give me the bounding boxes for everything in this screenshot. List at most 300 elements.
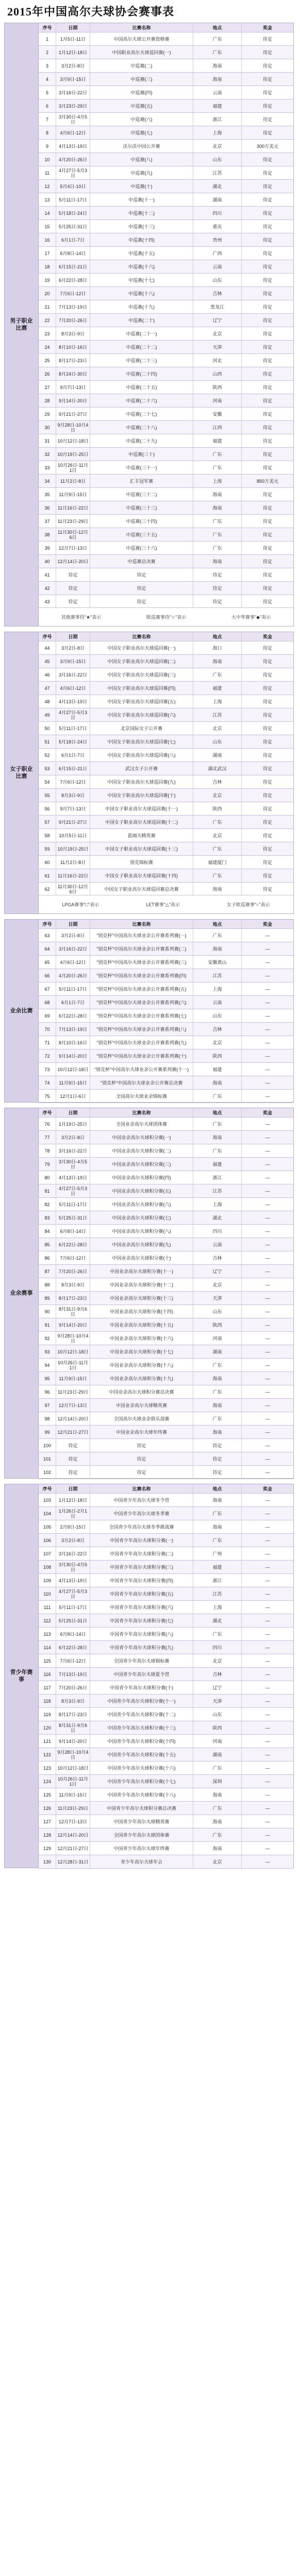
- cell-place: 陕西: [193, 381, 242, 394]
- cell-name: 全国高尔夫球业余锦标赛: [90, 1090, 193, 1103]
- cell-place: 浙江: [193, 1171, 242, 1184]
- cell-date: 8月10日-16日: [56, 1036, 90, 1049]
- cell-name: 中国女子职业高尔夫球巡回赛(一): [90, 641, 193, 654]
- table-row: [39, 1359, 293, 1372]
- cell-prize: 待定: [262, 792, 272, 798]
- header-place: 地点: [193, 23, 242, 32]
- cell-name: 中巡赛(三十五): [90, 528, 193, 541]
- cell-place: 上海: [193, 982, 242, 995]
- table-row: [39, 394, 293, 408]
- cell-prize: —: [265, 1671, 270, 1677]
- cell-place: 广东: [193, 448, 242, 461]
- cell-place: 贵州: [193, 233, 242, 246]
- cell-place: 广东: [193, 541, 242, 554]
- cell-prize: —: [265, 933, 270, 938]
- cell-date: 4月27日-5月3日: [56, 1587, 90, 1600]
- cell-place: 湖南: [193, 193, 242, 206]
- cell-name: 中国业余高尔夫球积分赛(五): [90, 1184, 193, 1197]
- cell-date: 4月13日-19日: [56, 1574, 90, 1587]
- section-label: [5, 1108, 39, 1478]
- cell-name: "别克杯"中国高尔夫球业余公开赛系列赛(七): [90, 1009, 193, 1022]
- table-row: [39, 1131, 293, 1144]
- cell-name: "别克杯"中国高尔夫球业余公开赛系列赛(十一): [90, 1063, 193, 1076]
- cell-date: 7月6日-12日: [56, 775, 90, 788]
- cell-name: 中国青少年高尔夫球积分赛(七): [90, 1614, 193, 1627]
- cell-name: 全国业余高尔夫球团体赛: [90, 1117, 193, 1130]
- cell-date: 7月20日-26日: [56, 1681, 90, 1694]
- cell-name: 中国女子职业高尔夫球巡回赛(十): [90, 789, 193, 802]
- table-row: [39, 1628, 293, 1641]
- cell-date: 5月18日-24日: [56, 207, 90, 219]
- cell-name: "别克杯"中国高尔夫球业余公开赛系列赛(九): [90, 1036, 193, 1049]
- cell-prize: —: [265, 1013, 270, 1019]
- cell-no: 129: [39, 1842, 56, 1855]
- cell-name: 中国女子职业高尔夫球巡回赛(九): [90, 775, 193, 788]
- cell-prize: —: [265, 1282, 270, 1287]
- cell-name: 中巡赛(四): [90, 86, 193, 99]
- page-title: 2015年中国高尔夫球协会赛事表: [7, 5, 175, 18]
- cell-no: 93: [39, 1345, 56, 1358]
- cell-place: 黑龙江: [193, 300, 242, 313]
- cell-date: 待定: [56, 595, 90, 608]
- table-row: [39, 1439, 293, 1452]
- cell-no: 127: [39, 1815, 56, 1828]
- cell-prize: 待定: [262, 197, 272, 202]
- table-row: [39, 842, 293, 856]
- header-name: 比赛名称: [90, 920, 193, 928]
- table-row: [39, 1452, 293, 1466]
- cell-name: 中巡赛(三十一): [90, 461, 193, 474]
- cell-date: 10月26日-11月1日: [56, 1359, 90, 1371]
- cell-no: 22: [39, 314, 56, 327]
- table-row: [39, 1023, 293, 1036]
- table-row: [39, 1198, 293, 1211]
- cell-name: 中国业余高尔夫球积分赛(十五): [90, 1318, 193, 1331]
- cell-prize: 待定: [262, 699, 272, 704]
- cell-prize: —: [265, 1255, 270, 1261]
- cell-place: 海口: [193, 641, 242, 654]
- cell-date: 4月20日-26日: [56, 153, 90, 166]
- header-no: 序号: [39, 1108, 56, 1117]
- cell-prize: —: [265, 1215, 270, 1221]
- cell-name: 中国青少年高尔夫球积分赛(十): [90, 1681, 193, 1694]
- cell-no: 86: [39, 1251, 56, 1264]
- table-row: [39, 166, 293, 180]
- cell-place: 天津: [193, 1292, 242, 1304]
- cell-name: 中国职业高尔夫球巡回赛(一): [90, 46, 193, 59]
- table-header: [39, 1484, 293, 1494]
- cell-no: 116: [39, 1668, 56, 1681]
- cell-no: 122: [39, 1748, 56, 1761]
- cell-prize: —: [265, 1053, 270, 1059]
- cell-name: 中国业余高尔夫球精英赛: [90, 1399, 193, 1412]
- table-row: [39, 1318, 293, 1332]
- table-row: [39, 461, 293, 474]
- section-notes: [39, 607, 293, 626]
- cell-date: 1月5日-11日: [56, 32, 90, 45]
- cell-name: 中巡赛(二): [90, 59, 193, 72]
- table-row: [39, 1561, 293, 1574]
- cell-name: 中国青少年高尔夫球年终赛: [90, 1842, 193, 1855]
- cell-date: 12月7日-13日: [56, 541, 90, 554]
- cell-name: 中国业余高尔夫球积分赛(二): [90, 1144, 193, 1157]
- cell-date: 8月31日-9月6日: [56, 1305, 90, 1318]
- cell-date: 6月22日-28日: [56, 274, 90, 286]
- cell-place: 上海: [193, 1198, 242, 1211]
- table-row: [39, 969, 293, 982]
- table-row: [39, 1158, 293, 1171]
- header-name: 比赛名称: [90, 632, 193, 641]
- cell-name: 中巡赛(二十五): [90, 381, 193, 394]
- table-row: [39, 247, 293, 260]
- table-row: [39, 300, 293, 314]
- cell-no: 85: [39, 1238, 56, 1251]
- cell-date: 1月12日-18日: [56, 1494, 90, 1506]
- cell-no: 52: [39, 749, 56, 761]
- cell-place: 江苏: [193, 1184, 242, 1197]
- cell-name: 全国青少年高尔夫球冬季挑战赛: [90, 1520, 193, 1533]
- cell-date: 12月28日-31日: [56, 1855, 90, 1868]
- section-label: [5, 1484, 39, 1868]
- table-row: [39, 1225, 293, 1238]
- cell-place: 北京: [193, 1855, 242, 1868]
- cell-no: 84: [39, 1225, 56, 1238]
- cell-no: 124: [39, 1775, 56, 1788]
- cell-no: 58: [39, 829, 56, 842]
- table-row: [39, 568, 293, 582]
- header-place: 地点: [193, 1484, 242, 1493]
- cell-place: 待定: [193, 595, 242, 608]
- cell-date: 5月11日-17日: [56, 1198, 90, 1211]
- cell-place: 辽宁: [193, 1681, 242, 1694]
- cell-name: 别克锦标赛: [90, 856, 193, 869]
- cell-prize: 待定: [262, 304, 272, 310]
- cell-place: 北京: [193, 829, 242, 842]
- cell-no: 81: [39, 1184, 56, 1197]
- cell-no: 99: [39, 1426, 56, 1438]
- cell-no: 123: [39, 1761, 56, 1774]
- cell-name: 中国女子职业高尔夫球巡回赛(七): [90, 735, 193, 748]
- header-prize: 奖金: [262, 1110, 272, 1115]
- cell-date: 5月25日-31日: [56, 1211, 90, 1224]
- cell-name: 中巡赛(十六): [90, 260, 193, 273]
- cell-prize: 待定: [262, 599, 272, 604]
- note-text: 其他赛事待"★"表示: [61, 615, 102, 620]
- cell-place: 吉林: [193, 775, 242, 788]
- cell-no: 130: [39, 1855, 56, 1868]
- cell-no: 109: [39, 1574, 56, 1587]
- cell-date: 待定: [56, 568, 90, 581]
- cell-place: 北京: [193, 1036, 242, 1049]
- cell-date: 6月1日-7日: [56, 233, 90, 246]
- cell-name: 中国业余高尔夫球积分赛(四): [90, 1171, 193, 1184]
- cell-place: 海南: [193, 1842, 242, 1855]
- cell-no: 95: [39, 1372, 56, 1385]
- cell-prize: —: [265, 1040, 270, 1045]
- cell-place: 海南: [193, 1520, 242, 1533]
- table-row: [39, 1049, 293, 1063]
- cell-prize: 待定: [262, 157, 272, 162]
- cell-prize: —: [265, 1469, 270, 1475]
- table-row: [39, 1534, 293, 1547]
- cell-no: 88: [39, 1278, 56, 1291]
- cell-no: 49: [39, 708, 56, 721]
- cell-place: 福建: [193, 682, 242, 694]
- cell-place: 四川: [193, 207, 242, 219]
- cell-place: 吉林: [193, 1668, 242, 1681]
- cell-prize: —: [265, 1228, 270, 1234]
- cell-place: 广东: [193, 842, 242, 855]
- cell-date: 3月9日-15日: [56, 73, 90, 86]
- cell-date: 6月15日-21日: [56, 260, 90, 273]
- cell-prize: 待定: [262, 116, 272, 122]
- cell-date: 7月13日-19日: [56, 1668, 90, 1681]
- table-row: [39, 140, 293, 153]
- cell-prize: —: [265, 1121, 270, 1127]
- cell-prize: —: [265, 1175, 270, 1180]
- cell-place: 广州: [193, 1547, 242, 1560]
- table-row: [39, 1144, 293, 1158]
- table-row: [39, 1614, 293, 1628]
- cell-prize: 待定: [262, 264, 272, 269]
- cell-prize: —: [265, 1335, 270, 1341]
- cell-prize: —: [265, 959, 270, 965]
- header-date: 日期: [56, 920, 90, 928]
- cell-no: 97: [39, 1399, 56, 1412]
- cell-date: 9月14日-20日: [56, 1049, 90, 1062]
- cell-date: 8月17日-23日: [56, 354, 90, 367]
- cell-date: 11月23日-29日: [56, 1802, 90, 1815]
- cell-date: 9月21日-27日: [56, 816, 90, 828]
- table-row: [39, 595, 293, 608]
- cell-prize: —: [265, 1443, 270, 1448]
- cell-no: 1: [39, 32, 56, 45]
- cell-place: 江苏: [193, 969, 242, 982]
- cell-no: 5: [39, 86, 56, 99]
- note-text: LPGA赛事"□"表示: [62, 902, 99, 907]
- cell-no: 83: [39, 1211, 56, 1224]
- cell-prize: —: [265, 1416, 270, 1421]
- cell-date: 4月27日-5月3日: [56, 1184, 90, 1197]
- table-row: [39, 1855, 293, 1869]
- table-row: [39, 1412, 293, 1426]
- cell-prize: 待定: [262, 518, 272, 524]
- cell-prize: —: [265, 1685, 270, 1690]
- cell-prize: —: [265, 1658, 270, 1664]
- cell-place: 江苏: [193, 708, 242, 721]
- cell-no: 42: [39, 582, 56, 595]
- cell-place: 辽宁: [193, 1265, 242, 1278]
- cell-name: 中国业余高尔夫球积分赛(十七): [90, 1345, 193, 1358]
- cell-prize: 待定: [262, 685, 272, 691]
- table-row: [39, 1547, 293, 1561]
- cell-place: 上海: [193, 126, 242, 139]
- cell-place: 海南: [193, 555, 242, 568]
- table-row: [39, 73, 293, 86]
- table-row: [39, 1305, 293, 1318]
- cell-place: 北京: [193, 722, 242, 735]
- cell-place: 海南: [193, 942, 242, 955]
- table-row: [39, 869, 293, 883]
- table-row: [39, 1507, 293, 1520]
- table-row: [39, 695, 293, 708]
- cell-date: 8月17日-23日: [56, 1292, 90, 1304]
- cell-date: 4月27日-5月3日: [56, 708, 90, 721]
- cell-no: 105: [39, 1520, 56, 1533]
- cell-date: 6月22日-28日: [56, 1238, 90, 1251]
- cell-date: 10月12日-18日: [56, 1063, 90, 1076]
- cell-name: 中国业余高尔夫球积分赛(七): [90, 1211, 193, 1224]
- cell-prize: —: [265, 1080, 270, 1086]
- cell-no: 31: [39, 434, 56, 447]
- cell-place: 广东: [193, 1117, 242, 1130]
- cell-name: "别克杯"中国高尔夫球业余公开赛系列赛(十): [90, 1049, 193, 1062]
- cell-no: 7: [39, 113, 56, 126]
- table-row: [39, 327, 293, 341]
- header-date: 日期: [56, 632, 90, 641]
- cell-place: 上海: [193, 474, 242, 487]
- cell-prize: 待定: [262, 36, 272, 42]
- cell-name: 中国女子职业高尔夫球巡回赛(三): [90, 668, 193, 681]
- cell-name: 中国业余高尔夫球积分赛(十八): [90, 1359, 193, 1371]
- table-row: [39, 668, 293, 682]
- cell-name: 待定: [90, 1439, 193, 1452]
- cell-place: 广东: [193, 528, 242, 541]
- cell-name: 中国青少年高尔夫球精英赛: [90, 1815, 193, 1828]
- table-row: [39, 1009, 293, 1023]
- cell-date: 3月16日-22日: [56, 942, 90, 955]
- cell-no: 9: [39, 140, 56, 152]
- cell-name: 中国业余高尔夫球积分赛(一): [90, 1131, 193, 1144]
- table-row: [39, 46, 293, 59]
- table-row: [39, 1761, 293, 1775]
- header-place: 地点: [193, 632, 242, 641]
- cell-name: "别克杯"中国高尔夫球业余公开赛总决赛: [90, 1076, 193, 1089]
- table-row: [39, 1466, 293, 1479]
- cell-no: 82: [39, 1198, 56, 1211]
- cell-prize: —: [265, 1578, 270, 1583]
- cell-place: 广东: [193, 1761, 242, 1774]
- cell-no: 48: [39, 695, 56, 708]
- cell-no: 15: [39, 220, 56, 233]
- cell-date: 8月3日-9日: [56, 327, 90, 340]
- cell-date: 3月2日-8日: [56, 1534, 90, 1547]
- cell-place: 江苏: [193, 166, 242, 179]
- cell-prize: —: [265, 1845, 270, 1851]
- cell-prize: —: [265, 1093, 270, 1099]
- section-3: [4, 919, 294, 1103]
- cell-prize: —: [265, 1738, 270, 1744]
- cell-no: 46: [39, 668, 56, 681]
- cell-date: 6月22日-28日: [56, 1641, 90, 1654]
- cell-no: 64: [39, 942, 56, 955]
- cell-place: 广东: [193, 1359, 242, 1371]
- cell-date: 5月11日-17日: [56, 982, 90, 995]
- section-label-text: 业余比赛: [10, 1008, 33, 1014]
- table-row: [39, 1426, 293, 1439]
- cell-prize: —: [265, 1148, 270, 1154]
- schedule-table: [39, 23, 293, 608]
- cell-name: 中巡赛(三十三): [90, 501, 193, 514]
- cell-date: 3月2日-8日: [56, 59, 90, 72]
- cell-no: 66: [39, 969, 56, 982]
- cell-place: 江苏: [193, 1587, 242, 1600]
- cell-date: 6月8日-14日: [56, 1628, 90, 1640]
- cell-place: 吉林: [193, 1251, 242, 1264]
- cell-date: 5月25日-31日: [56, 220, 90, 233]
- cell-no: 115: [39, 1654, 56, 1667]
- cell-place: 广东: [193, 1534, 242, 1547]
- cell-name: 待定: [90, 1466, 193, 1479]
- cell-date: 5月11日-17日: [56, 193, 90, 206]
- header-place: 地点: [193, 920, 242, 928]
- cell-place: 山东: [193, 274, 242, 286]
- cell-date: 12月7日-13日: [56, 1399, 90, 1412]
- cell-place: 山东: [193, 1305, 242, 1318]
- cell-no: 13: [39, 193, 56, 206]
- cell-prize: 待定: [262, 183, 272, 189]
- cell-prize: 待定: [262, 76, 272, 82]
- cell-prize: —: [265, 1604, 270, 1610]
- cell-place: 重庆: [193, 220, 242, 233]
- cell-prize: 待定: [262, 572, 272, 578]
- cell-date: 12月14日-20日: [56, 1828, 90, 1841]
- table-row: [39, 1278, 293, 1292]
- cell-place: 吉林: [193, 287, 242, 300]
- cell-place: 海南: [193, 501, 242, 514]
- cell-no: 14: [39, 207, 56, 219]
- cell-prize: 待定: [262, 90, 272, 95]
- cell-date: 8月10日-16日: [56, 341, 90, 353]
- cell-prize: —: [265, 1268, 270, 1274]
- cell-date: 5月25日-31日: [56, 1614, 90, 1627]
- cell-no: 92: [39, 1332, 56, 1345]
- cell-name: 中国青少年高尔夫球积分赛(十七): [90, 1775, 193, 1788]
- cell-date: 11月9日-15日: [56, 1076, 90, 1089]
- cell-date: 3月9日-15日: [56, 655, 90, 668]
- table-row: [39, 1788, 293, 1802]
- cell-name: 中国女子职业高尔夫球巡回赛(十三): [90, 842, 193, 855]
- cell-name: 中巡赛(二十八): [90, 421, 193, 434]
- cell-prize: 待定: [262, 130, 272, 135]
- cell-name: "别克杯"中国高尔夫球业余公开赛系列赛(八): [90, 1023, 193, 1036]
- cell-place: 海南: [193, 1494, 242, 1506]
- cell-prize: 待定: [262, 492, 272, 497]
- table-row: [39, 883, 293, 896]
- cell-date: 2月9日-15日: [56, 1520, 90, 1533]
- cell-name: 待定: [90, 568, 193, 581]
- header-date: 日期: [56, 1108, 90, 1117]
- cell-no: 73: [39, 1063, 56, 1076]
- cell-name: "别克杯"中国高尔夫球业余公开赛系列赛(六): [90, 996, 193, 1009]
- cell-no: 53: [39, 762, 56, 775]
- cell-place: 海南: [193, 488, 242, 501]
- schedule-table: [39, 1108, 293, 1479]
- cell-name: 中巡赛(三十六): [90, 541, 193, 554]
- cell-place: 深圳: [193, 1775, 242, 1788]
- cell-place: 云南: [193, 996, 242, 1009]
- cell-no: 39: [39, 541, 56, 554]
- cell-name: 中国高尔夫球公开赛资格赛: [90, 32, 193, 45]
- header-prize: 奖金: [262, 25, 272, 30]
- table-row: [39, 1211, 293, 1225]
- cell-date: 3月16日-22日: [56, 1547, 90, 1560]
- cell-name: 中国女子职业高尔夫球巡回赛(十一): [90, 802, 193, 815]
- note-text: 女子欧巡赛事"○"表示: [226, 902, 270, 907]
- cell-place: 海南: [193, 1131, 242, 1144]
- cell-prize: 待定: [262, 779, 272, 785]
- cell-prize: 待定: [262, 806, 272, 811]
